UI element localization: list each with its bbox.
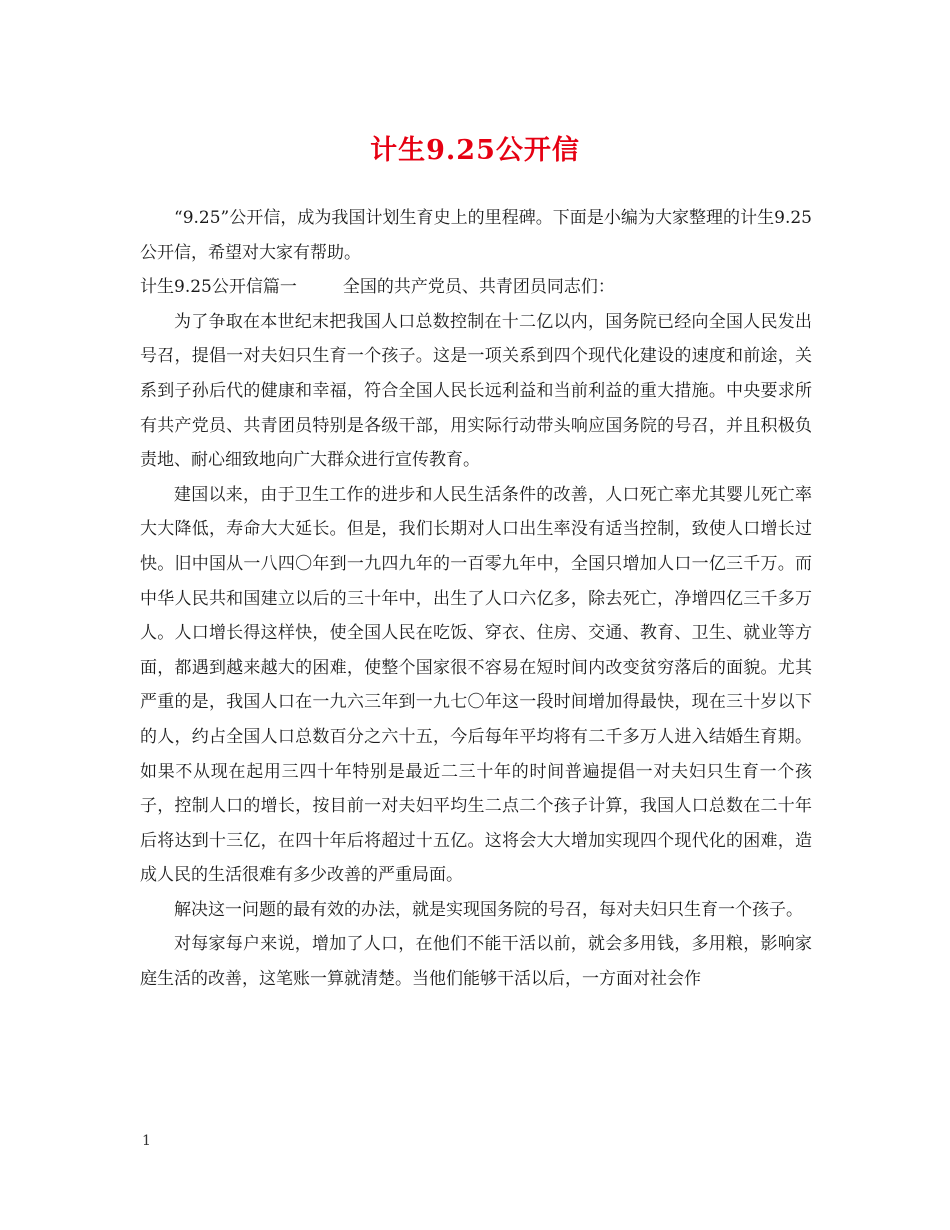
salutation: 全国的共产党员、共青团员同志们： bbox=[342, 277, 615, 298]
section-label: 计生9.25公开信篇一 bbox=[140, 277, 297, 298]
section-heading-line bbox=[140, 270, 812, 305]
body-paragraph-2: 建国以来，由于卫生工作的进步和人民生活条件的改善，人口死亡率尤其婴儿死亡率大大降低，寿命大大延长。但是，我们长期对人口出生率没有适当控制，致使人口增长过快。旧中国从一八四〇年到一九四九年的一百零九年中，全国只增加人口一亿三千万。而中华人民共和国建立以后的三十年中，出生了人口六亿多，除去死亡，净增四亿三千多万人。人口增长得这样快，使全国人民在吃饭、穿衣、住房、交通、教育、卫生、就业等方面，都遇到越来越大的困难，使整个国家很不容易在短时间内改变贫穷落后的面貌。尤其严重的是，我国人口在一九六三年到一九七〇年这一段时间增加得最快，现在三十岁以下的人，约占全国人口总数百分之六十五，今后每年平均将有二千多万人进入结婚生育期。如果不从现在起用三四十年特别是最近二三十年的时间普遍提倡一对夫妇只生育一个孩子，控制人口的增长，按目前一对夫妇平均生二点二个孩子计算，我国人口总数在二十年后将达到十三亿，在四十年后将超过十五亿。这将会大大增加实现四个现代化的困难，造成人民的生活很难有多少改善的严重局面。 bbox=[140, 484, 812, 886]
body-paragraph-3: 解决这一问题的最有效的办法，就是实现国务院的号召，每对夫妇只生育一个孩子。 bbox=[174, 899, 803, 920]
page-number: 1 bbox=[142, 1133, 151, 1149]
body-paragraph-4: 对每家每户来说，增加了人口，在他们不能干活以前，就会多用钱，多用粮，影响家庭生活的改善，这笔账一算就清楚。当他们能够干活以后，一方面对社会作 bbox=[140, 934, 812, 990]
document-title: 计生9.25公开信 bbox=[370, 135, 580, 166]
intro-paragraph: “9.25”公开信，成为我国计划生育史上的里程碑。下面是小编为大家整理的计生9.25公开信，希望对大家有帮助。 bbox=[140, 208, 812, 263]
body-paragraph-1: 为了争取在本世纪末把我国人口总数控制在十二亿以内，国务院已经向全国人民发出号召，提倡一对夫妇只生育一个孩子。这是一项关系到四个现代化建设的速度和前途，关系到子孙后代的健康和幸福，符合全国人民长远利益和当前利益的重大措施。中央要求所有共产党员、共青团员特别是各级干部，用实际行动带头响应国务院的号召，并且积极负责地、耐心细致地向广大群众进行宣传教育。 bbox=[140, 311, 812, 471]
document-body bbox=[140, 201, 812, 997]
